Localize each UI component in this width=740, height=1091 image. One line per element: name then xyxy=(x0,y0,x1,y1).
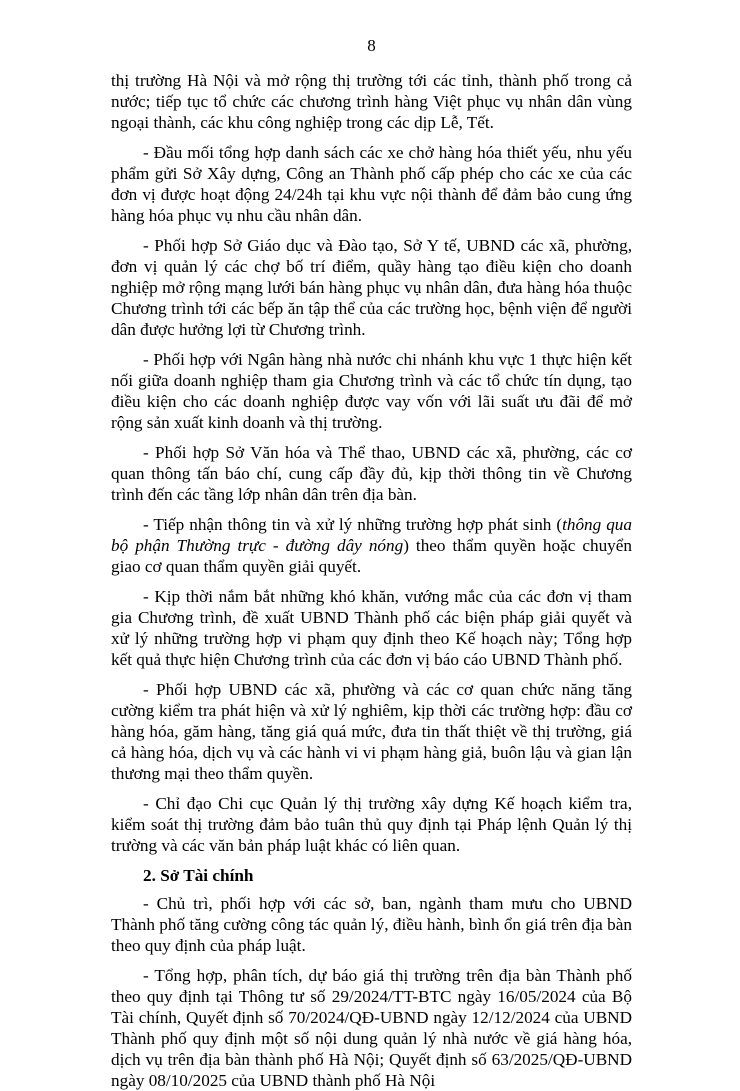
paragraph-media-coordination: - Phối hợp Sở Văn hóa và Thể thao, UBND các xã, phường, các cơ quan thông tấn báo chí, cung cấp đầy đủ, kịp thời thông tin về Chương trình đến các tầng lớp nhân dân trên địa bàn. xyxy=(111,443,632,504)
paragraph-inspection: - Phối hợp UBND các xã, phường và các cơ quan chức năng tăng cường kiểm tra phát hiện và xử lý nghiêm, kịp thời các trường hợp: đầu cơ hàng hóa, găm hàng, tăng giá quá mức, đưa tin thất thiệt về thị trường, giá cả hàng hóa, dịch vụ và các hành vi vi phạm hàng giả, buôn lậu và gian lận thương mại theo thẩm quyền. xyxy=(111,680,632,783)
paragraph-bank-coordination: - Phối hợp với Ngân hàng nhà nước chi nhánh khu vực 1 thực hiện kết nối giữa doanh nghiệp tham gia Chương trình và các tổ chức tín dụng, tạo điều kiện cho các doanh nghiệp được vay vốn với lãi suất ưu đãi để mở rộng sản xuất kinh doanh và thị trường. xyxy=(111,350,632,432)
paragraph-hotline-italic: thông qua bộ phận Thường trực - đường dây nóng xyxy=(111,515,632,555)
section-heading-finance: 2. Sở Tài chính xyxy=(143,866,254,885)
paragraph-finance-forecast: - Tổng hợp, phân tích, dự báo giá thị trường trên địa bàn Thành phố theo quy định tại Thông tư số 29/2024/TT-BTC ngày 16/05/2024 của Bộ Tài chính, Quyết định số 70/2024/QĐ-UBND ngày 12/12/2024 của UBND Thành phố quy định một số nội dung quản lý nhà nước về giá hàng hóa, dịch vụ trên địa bàn thành phố Hà Nội; Quyết định số 63/2025/QĐ-UBND ngày 08/10/2025 của UBND thành phố Hà Nội xyxy=(111,966,632,1090)
paragraph-finance-lead: - Chủ trì, phối hợp với các sở, ban, ngành tham mưu cho UBND Thành phố tăng cường công tác quản lý, điều hành, bình ổn giá trên địa bàn theo quy định của pháp luật. xyxy=(111,894,632,955)
paragraph-continuation: thị trường Hà Nội và mở rộng thị trường tới các tỉnh, thành phố trong cả nước; tiếp tục tổ chức các chương trình hàng Việt phục vụ nhân dân vùng ngoại thành, các khu công nghiệp trong các dịp Lễ, Tết. xyxy=(111,71,632,132)
paragraph-hotline-before: - Tiếp nhận thông tin và xử lý những trường hợp phát sinh ( xyxy=(143,515,563,534)
paragraph-difficulties: - Kịp thời nắm bắt những khó khăn, vướng mắc của các đơn vị tham gia Chương trình, đề xuất UBND Thành phố các biện pháp giải quyết và xử lý những trường hợp vi phạm quy định theo Kế hoạch này; Tổng hợp kết quả thực hiện Chương trình của các đơn vị báo cáo UBND Thành phố. xyxy=(111,587,632,669)
page-number: 8 xyxy=(367,36,376,55)
paragraph-hotline-after: ) theo thẩm quyền hoặc chuyển giao cơ quan thẩm quyền giải quyết. xyxy=(111,536,632,576)
paragraph-vehicle-list: - Đầu mối tổng hợp danh sách các xe chở hàng hóa thiết yếu, nhu yếu phẩm gửi Sở Xây dựng, Công an Thành phố cấp phép cho các xe của các đơn vị được hoạt động 24/24h tại khu vực nội thành để đảm bảo cung ứng hàng hóa phục vụ nhu cầu nhân dân. xyxy=(111,143,632,225)
paragraph-market-coordination: - Phối hợp Sở Giáo dục và Đào tạo, Sở Y tế, UBND các xã, phường, đơn vị quản lý các chợ bố trí điểm, quầy hàng tạo điều kiện cho doanh nghiệp mở rộng mạng lưới bán hàng phục vụ nhân dân, đưa hàng hóa thuộc Chương trình tới các bếp ăn tập thể của các trường học, bệnh viện để người dân được hưởng lợi từ Chương trình. xyxy=(111,236,632,339)
paragraph-hotline xyxy=(111,514,632,577)
paragraph-market-control: - Chỉ đạo Chi cục Quản lý thị trường xây dựng Kế hoạch kiểm tra, kiểm soát thị trường đảm bảo tuân thủ quy định tại Pháp lệnh Quản lý thị trường và các văn bản pháp luật khác có liên quan. xyxy=(111,794,632,855)
